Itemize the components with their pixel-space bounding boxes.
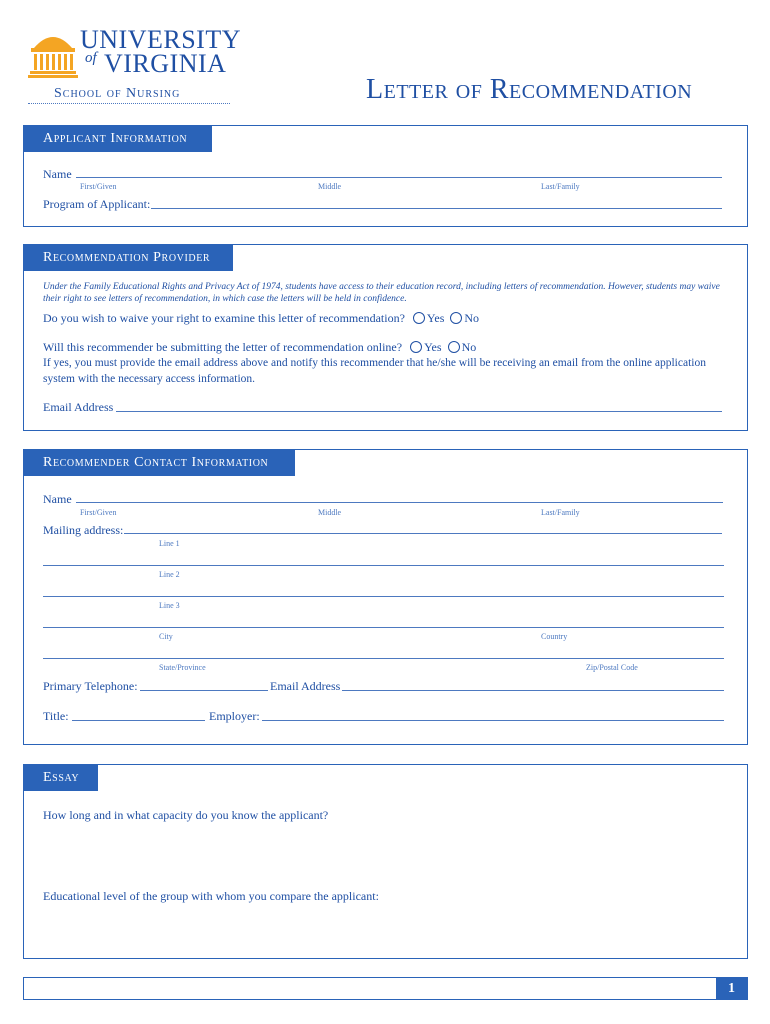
applicant-section — [23, 125, 748, 227]
employer-label: Employer: — [209, 709, 260, 723]
school-underline — [28, 103, 230, 104]
state-zip-field[interactable] — [43, 658, 724, 659]
logo — [28, 25, 241, 86]
applicant-name-label: Name — [43, 167, 72, 181]
employer-field[interactable] — [262, 720, 724, 721]
waive-yes-radio[interactable] — [413, 312, 425, 324]
zip-caption: Zip/Postal Code — [586, 663, 638, 672]
essay-answer-1[interactable] — [43, 827, 729, 883]
essay-question-1: How long and in what capacity do you know the applicant? — [43, 808, 329, 822]
contact-heading: Recommender Contact Information — [24, 450, 295, 476]
online-question-text: Will this recommender be submitting the letter of recommendation online? — [43, 340, 403, 354]
phone-field[interactable] — [140, 690, 268, 691]
applicant-heading: Applicant Information — [24, 126, 212, 152]
online-yes-radio[interactable] — [410, 341, 422, 353]
line3-caption: Line 3 — [159, 601, 180, 610]
school-name: School of Nursing — [54, 86, 181, 101]
essay-heading: Essay — [24, 765, 98, 791]
contact-first-caption: First/Given — [80, 508, 117, 517]
page-number: 1 — [716, 978, 747, 999]
page-title: Letter of Recommendation — [366, 74, 693, 105]
contact-email-label: Email Address — [270, 679, 341, 693]
provider-email-field[interactable] — [116, 411, 722, 412]
logo-of: of — [85, 50, 97, 66]
online-yes-label: Yes — [424, 340, 442, 354]
city-country-field[interactable] — [43, 627, 724, 628]
online-no-label: No — [461, 340, 477, 354]
country-caption: Country — [541, 632, 568, 641]
title-field[interactable] — [72, 720, 205, 721]
phone-label: Primary Telephone: — [43, 679, 138, 693]
mailing-line1-field[interactable] — [124, 533, 722, 534]
applicant-name-field[interactable] — [76, 177, 722, 178]
waive-question-text: Do you wish to waive your right to examine this letter of recommendation? — [43, 311, 405, 325]
line2-caption: Line 2 — [159, 570, 180, 579]
contact-last-caption: Last/Family — [541, 508, 580, 517]
line1-caption: Line 1 — [159, 539, 180, 548]
online-no-radio[interactable] — [448, 341, 460, 353]
rotunda-icon — [28, 28, 78, 80]
mailing-line3-field[interactable] — [43, 596, 724, 597]
provider-section — [23, 244, 748, 431]
contact-middle-caption: Middle — [318, 508, 342, 517]
online-note: If yes, you must provide the email address above and notify this recommender that he/she will be receiving an email from the online application system with the necessary access information. — [43, 357, 706, 385]
title-label: Title: — [43, 709, 69, 723]
contact-email-field[interactable] — [342, 690, 724, 691]
waive-yes-label: Yes — [426, 311, 445, 325]
applicant-last-caption: Last/Family — [541, 182, 580, 191]
mailing-label: Mailing address: — [43, 523, 124, 537]
logo-university: UNIVERSITY — [80, 25, 241, 54]
city-caption: City — [159, 632, 173, 641]
contact-name-label: Name — [43, 492, 72, 506]
essay-section — [23, 764, 748, 959]
online-question — [43, 340, 476, 355]
provider-heading: Recommendation Provider — [24, 245, 233, 271]
waive-no-label: No — [464, 311, 480, 325]
ferpa-notice: Under the Family Educational Rights and Privacy Act of 1974, students have access to their education record, including letters of recommendation. However, students may waive their right to see letters of recommendation, in which case the letters will be held in confidence. — [43, 282, 720, 304]
applicant-first-caption: First/Given — [80, 182, 117, 191]
provider-email-label: Email Address — [43, 400, 114, 414]
state-caption: State/Province — [159, 663, 206, 672]
contact-name-field[interactable] — [76, 502, 723, 503]
logo-virginia: VIRGINIA — [104, 49, 227, 78]
applicant-middle-caption: Middle — [318, 182, 342, 191]
mailing-line2-field[interactable] — [43, 565, 724, 566]
contact-section — [23, 449, 748, 745]
program-label: Program of Applicant: — [43, 197, 151, 211]
program-field[interactable] — [151, 208, 722, 209]
essay-question-2: Educational level of the group with whom you compare the applicant: — [43, 889, 379, 903]
essay-answer-2[interactable] — [43, 907, 729, 953]
waive-question — [43, 311, 479, 326]
waive-no-radio[interactable] — [450, 312, 462, 324]
footer-bar — [23, 977, 748, 1000]
